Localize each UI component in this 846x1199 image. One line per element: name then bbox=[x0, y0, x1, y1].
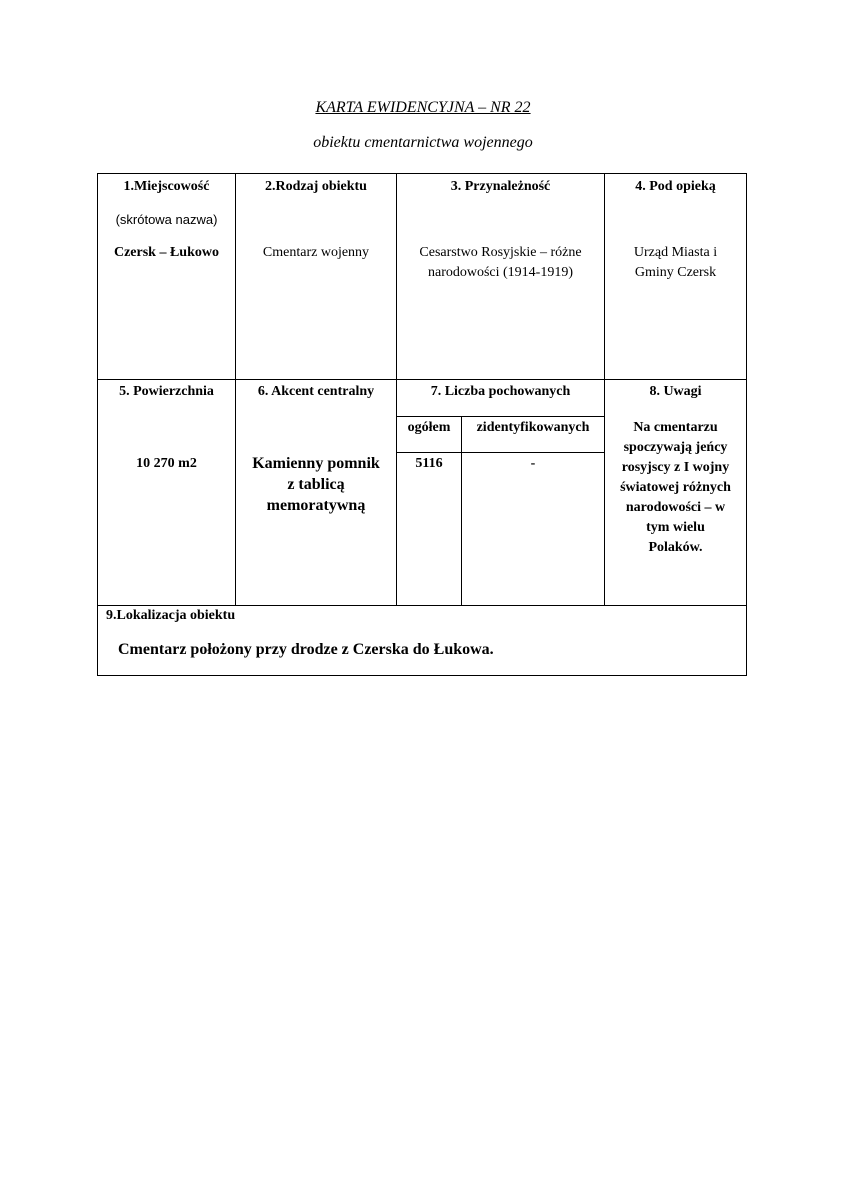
area-header: 5. Powierzchnia bbox=[119, 384, 214, 399]
buried-count-header: 7. Liczba pochowanych bbox=[430, 384, 571, 399]
remarks-line: narodowości – w bbox=[625, 500, 726, 515]
affiliation-cell bbox=[397, 177, 604, 283]
document-title: KARTA EWIDENCYJNA – NR 22 bbox=[315, 99, 531, 116]
remarks-line: spoczywają jeńcy bbox=[623, 440, 728, 455]
object-type-cell bbox=[236, 177, 396, 263]
affiliation-value-line1: Cesarstwo Rosyjskie – różne bbox=[419, 245, 582, 260]
object-type-value: Cmentarz wojenny bbox=[262, 245, 370, 260]
table-divider bbox=[396, 416, 604, 417]
area-value: 10 270 m2 bbox=[136, 456, 197, 471]
buried-identified-label: zidentyfikowanych bbox=[476, 420, 590, 435]
buried-total-value: 5116 bbox=[415, 456, 443, 471]
buried-total-label: ogółem bbox=[407, 420, 451, 435]
central-accent-header: 6. Akcent centralny bbox=[257, 384, 375, 399]
remarks-line: Na cmentarzu bbox=[633, 420, 718, 435]
remarks-line: tym wielu bbox=[646, 520, 705, 535]
locality-value: Czersk – Łukowo bbox=[113, 245, 219, 260]
central-accent-value-line1: Kamienny pomnik bbox=[252, 455, 380, 472]
locality-note: (skrótowa nazwa) bbox=[115, 212, 218, 227]
remarks-line: rosyjscy z I wojny bbox=[621, 460, 730, 475]
location-value: Cmentarz położony przy drodze z Czerska do Łukowa. bbox=[118, 641, 494, 658]
table-divider bbox=[98, 379, 746, 380]
custodian-value-line2: Gminy Czersk bbox=[634, 265, 717, 280]
object-type-header: 2.Rodzaj obiektu bbox=[265, 179, 367, 194]
remarks-cell bbox=[605, 382, 746, 558]
locality-header: 1.Miejscowość bbox=[123, 179, 210, 194]
central-accent-value-line3: memoratywną bbox=[266, 497, 366, 514]
table-divider bbox=[396, 452, 604, 453]
affiliation-value-line2: narodowości (1914-1919) bbox=[427, 265, 574, 280]
custodian-cell bbox=[605, 177, 746, 283]
locality-cell bbox=[98, 177, 235, 263]
custodian-value-line1: Urząd Miasta i bbox=[633, 245, 718, 260]
central-accent-cell bbox=[236, 382, 396, 516]
buried-identified-value: - bbox=[530, 456, 536, 471]
affiliation-header: 3. Przynależność bbox=[450, 179, 551, 194]
custodian-header: 4. Pod opieką bbox=[635, 179, 716, 194]
record-card-table bbox=[97, 173, 747, 676]
document-subtitle: obiektu cmentarnictwa wojennego bbox=[313, 134, 533, 151]
area-cell bbox=[98, 382, 235, 474]
location-header: 9.Lokalizacja obiektu bbox=[106, 608, 236, 623]
remarks-line: Polaków. bbox=[648, 540, 703, 555]
central-accent-value-line2: z tablicą bbox=[287, 476, 345, 493]
table-divider bbox=[461, 416, 462, 605]
remarks-line: światowej różnych bbox=[620, 480, 731, 495]
remarks-header: 8. Uwagi bbox=[649, 384, 702, 399]
